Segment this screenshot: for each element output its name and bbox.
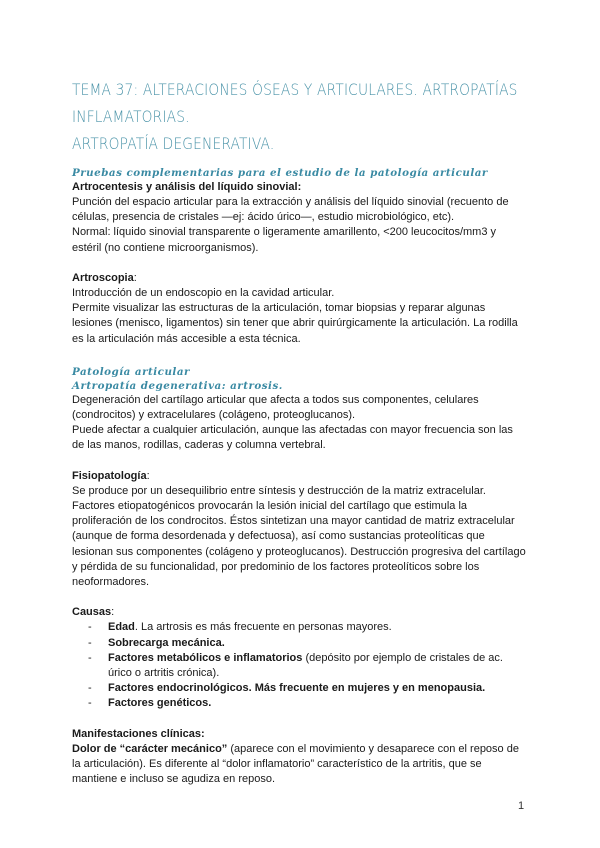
artroscopia-heading-line [72,271,528,286]
artroscopia-para-2: Permite visualizar las estructuras de la articulación, tomar biopsias y reparar algunas lesiones (menisco, ligamentos) sin tener que abrir quirúrgicamente la articulación. La rodilla es la articulación más accesible a esta técnica. [72,302,518,345]
list-dash: - [88,651,92,664]
list-item [72,636,528,651]
fisiopatologia-heading-line [72,469,528,484]
causa-bold: Sobrecarga mecánica. [108,636,225,649]
manifestaciones-heading: Manifestaciones clínicas: [72,727,205,740]
artrocentesis-para-1: Punción del espacio articular para la extracción y análisis del líquido sinovial (recuento de células, presencia de cristales —ej: ácido úrico—, estudio microbiológico, etc). [72,196,509,224]
section-heading-patologia: Patología articular [72,365,190,378]
causa-bold: Edad [108,621,135,634]
causa-bold: Factores genéticos. [108,697,212,710]
artroscopia-colon: : [133,271,137,284]
fisiopatologia-para: Se produce por un desequilibrio entre síntesis y destrucción de la matriz extracelular. Factores etiopatogénicos provocarán la lesión inicial del cartílago que estimula la proliferación de los condrocitos. Éstos sintetizan una mayor cantidad de matriz extracelular (aunque de forma desordenada y defectuosa), así como sustancias proteolíticas que lesionan sus componentes (colágeno y proteoglucanos). Destrucción progresiva del cartílago y pérdida de su funcionalidad, por predominio de los factores proteolíticos sobre los neoformadores. [72,484,526,589]
list-dash: - [88,621,92,634]
fisiopatologia-heading: Fisiopatología [72,469,147,482]
subheading-artropatia: Artropatía degenerativa: artrosis. [72,379,283,392]
causa-rest: (depósito por ejemplo de cristales de ac. úrico o artritis crónica). [108,651,503,680]
artroscopia-para-1: Introducción de un endoscopio en la cavidad articular. [72,287,335,300]
artroscopia-heading: Artroscopia [72,271,134,284]
list-item [72,681,528,696]
list-item [72,651,528,681]
list-dash: - [88,697,92,710]
causas-colon: : [111,606,115,619]
causas-heading: Causas [72,606,112,619]
manifestaciones-para [72,742,528,788]
artrocentesis-heading: Artrocentesis y análisis del líquido sinovial: [72,181,302,193]
page-content [72,76,528,787]
page-number: 1 [518,800,525,812]
artrosis-para-2: Puede afectar a cualquier articulación, aunque las afectadas con mayor frecuencia son las de las manos, rodillas, caderas y columna vertebral. [72,424,513,452]
artrosis-para-1: Degeneración del cartílago articular que afecta a todos sus componentes, celulares (condrocitos) y extracelulares (colágeno, proteoglucanos). [72,393,479,422]
title-line-1: TEMA 37: ALTERACIONES ÓSEAS Y ARTICULARES. ARTROPATÍAS INFLAMATORIAS. [72,80,518,126]
causa-bold: Factores metabólicos e inflamatorios [108,651,303,664]
section-heading-pruebas: Pruebas complementarias para el estudio de la patología articular [72,167,488,179]
list-item [72,620,528,635]
manifestaciones-bold-lead: Dolor de “carácter mecánico” [72,742,228,755]
list-dash: - [88,636,92,649]
causas-list [72,620,528,711]
list-item [72,696,528,711]
causa-bold: Factores endocrinológicos. Más frecuente en mujeres y en menopausia. [108,682,486,695]
manifestaciones-text: (aparece con el movimiento y desaparece con el reposo de la articulación). Es diferente al “dolor inflamatorio” característico de la artritis, que se mantiene e incluso se agudiza en reposo. [72,742,519,786]
causas-heading-line [72,605,528,620]
causa-rest: . La artrosis es más frecuente en personas mayores. [134,621,392,634]
title-line-2: ARTROPATÍA DEGENERATIVA. [72,134,275,153]
fisiopatologia-colon: : [146,469,150,482]
list-dash: - [88,682,92,695]
document-title [72,76,528,157]
artrocentesis-para-2: Normal: líquido sinovial transparente o ligeramente amarillento, <200 leucocitos/mm3 y estéril (no contiene microorganismos). [72,226,497,254]
